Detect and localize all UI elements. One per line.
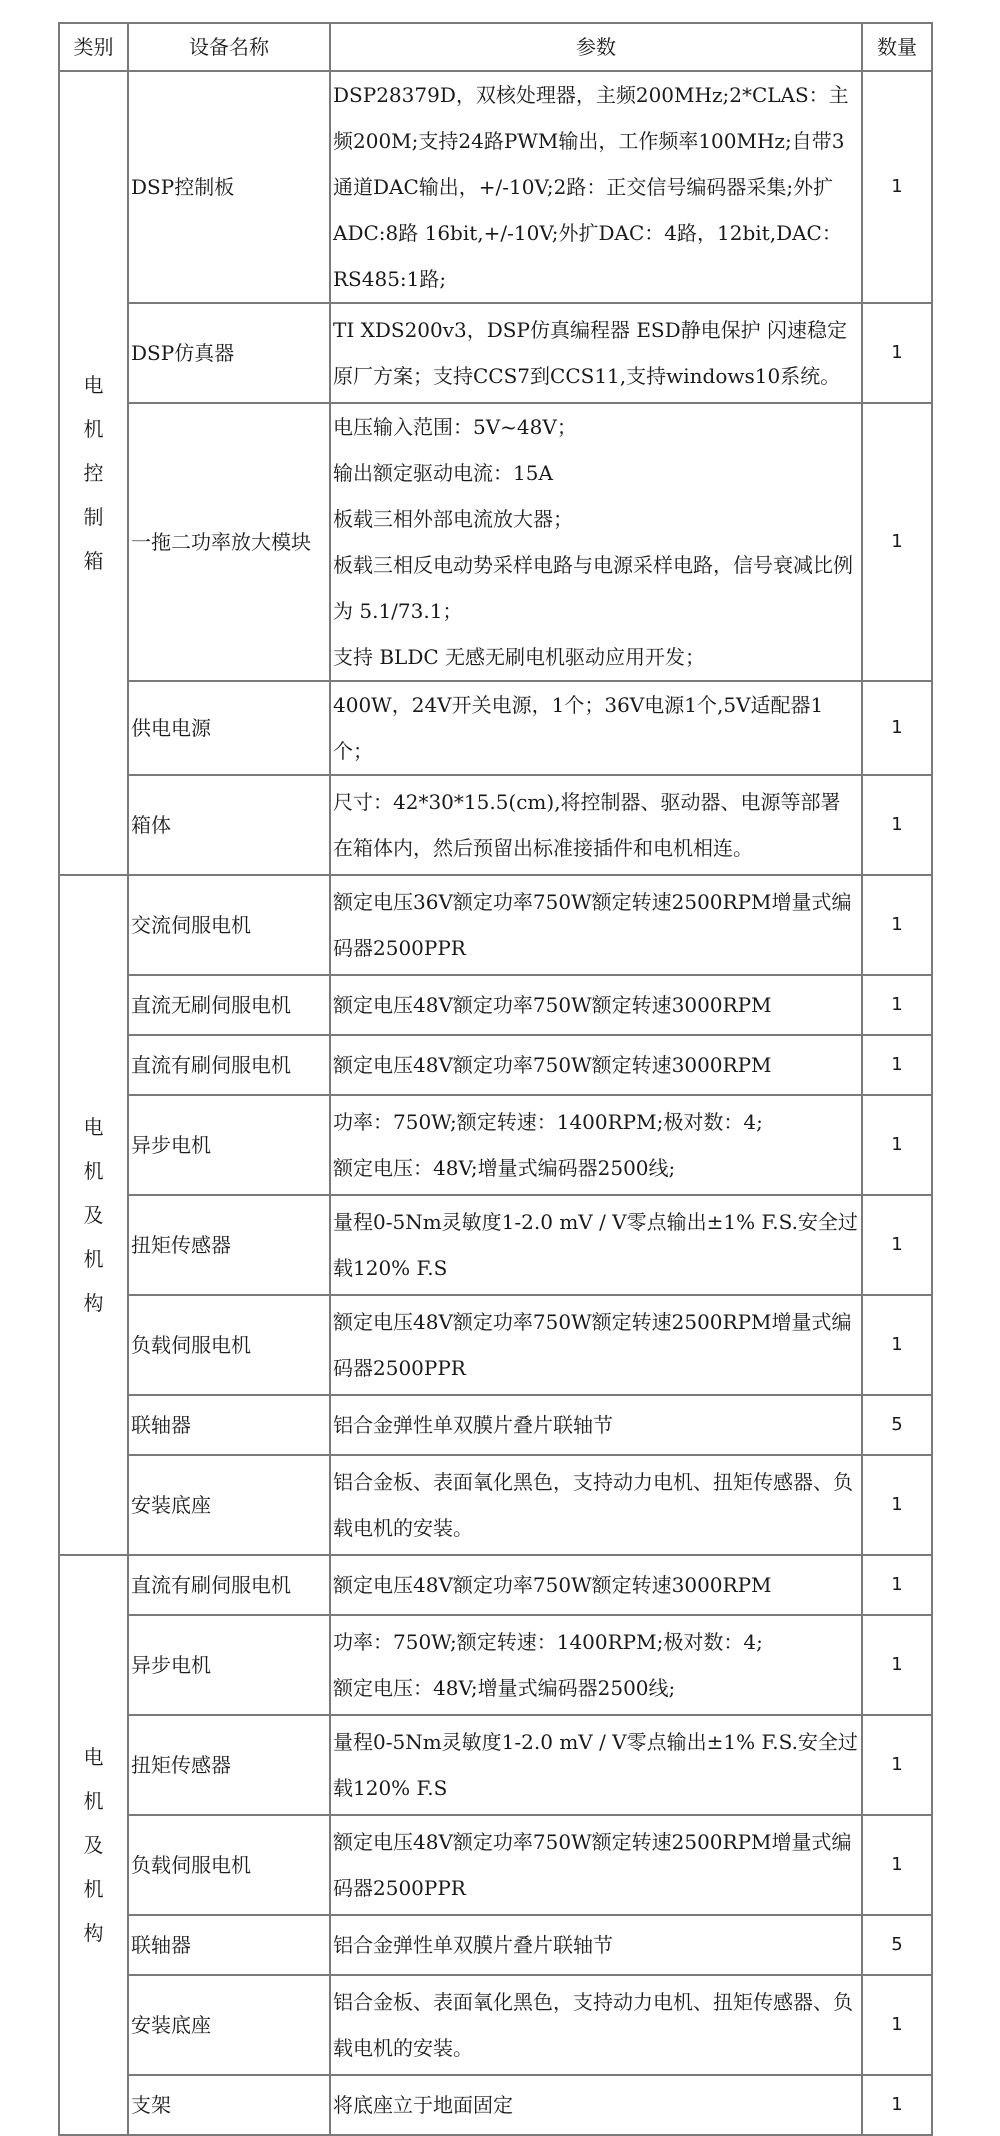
equipment-spec-table xyxy=(58,22,933,2136)
quantity-cell: 1 xyxy=(862,1455,932,1555)
table-row xyxy=(59,1095,932,1195)
device-name-cell: 一拖二功率放大模块 xyxy=(128,403,330,681)
table-row xyxy=(59,403,932,681)
device-name-cell: 扭矩传感器 xyxy=(128,1195,330,1295)
parameters-cell: 额定电压36V额定功率750W额定转速2500RPM增量式编码器2500PPR xyxy=(330,875,862,975)
parameters-cell: 量程0-5Nm灵敏度1-2.0 mV / V零点输出±1% F.S.安全过载120% F.S xyxy=(330,1195,862,1295)
category-label: 电机控制箱 xyxy=(83,373,104,573)
table-row xyxy=(59,1975,932,2075)
table-row xyxy=(59,775,932,875)
parameters-cell: 尺寸：42*30*15.5(cm),将控制器、驱动器、电源等部署在箱体内，然后预留出标准接插件和电机相连。 xyxy=(330,775,862,875)
device-name-cell: 负载伺服电机 xyxy=(128,1295,330,1395)
quantity-cell: 1 xyxy=(862,681,932,775)
device-name-cell: 安装底座 xyxy=(128,1975,330,2075)
quantity-cell: 5 xyxy=(862,1915,932,1975)
parameters-cell: 功率：750W;额定转速：1400RPM;极对数：4; 额定电压：48V;增量式编码器2500线; xyxy=(330,1615,862,1715)
device-name-cell: DSP仿真器 xyxy=(128,303,330,403)
quantity-cell: 1 xyxy=(862,71,932,303)
device-name-cell: DSP控制板 xyxy=(128,71,330,303)
parameters-cell: 额定电压48V额定功率750W额定转速2500RPM增量式编码器2500PPR xyxy=(330,1815,862,1915)
table-row xyxy=(59,1615,932,1715)
device-name-cell: 交流伺服电机 xyxy=(128,875,330,975)
device-name-cell: 扭矩传感器 xyxy=(128,1715,330,1815)
device-name-cell: 联轴器 xyxy=(128,1395,330,1455)
header-device-name: 设备名称 xyxy=(128,23,330,71)
quantity-cell: 1 xyxy=(862,875,932,975)
table-row xyxy=(59,875,932,975)
quantity-cell: 1 xyxy=(862,1615,932,1715)
device-name-cell: 直流无刷伺服电机 xyxy=(128,975,330,1035)
parameters-cell: 将底座立于地面固定 xyxy=(330,2075,862,2135)
table-row xyxy=(59,1035,932,1095)
parameters-cell: 量程0-5Nm灵敏度1-2.0 mV / V零点输出±1% F.S.安全过载120% F.S xyxy=(330,1715,862,1815)
parameters-cell: 铝合金弹性单双膜片叠片联轴节 xyxy=(330,1915,862,1975)
category-cell xyxy=(59,1555,128,2135)
table-row xyxy=(59,1715,932,1815)
quantity-cell: 1 xyxy=(862,775,932,875)
quantity-cell: 1 xyxy=(862,1975,932,2075)
table-row xyxy=(59,1295,932,1395)
quantity-cell: 1 xyxy=(862,1815,932,1915)
table-row xyxy=(59,975,932,1035)
quantity-cell: 1 xyxy=(862,1095,932,1195)
table-row xyxy=(59,681,932,775)
parameters-cell: DSP28379D，双核处理器，主频200MHz;2*CLAS：主频200M;支持24路PWM输出，工作频率100MHz;自带3通道DAC输出，+/-10V;2路：正交信号编码器采集;外扩ADC:8路 16bit,+/-10V;外扩DAC：4路，12bit,DAC：RS485:1路; xyxy=(330,71,862,303)
quantity-cell: 1 xyxy=(862,2075,932,2135)
device-name-cell: 联轴器 xyxy=(128,1915,330,1975)
parameters-cell: 400W，24V开关电源，1个；36V电源1个,5V适配器1个； xyxy=(330,681,862,775)
device-name-cell: 异步电机 xyxy=(128,1095,330,1195)
table-row xyxy=(59,2075,932,2135)
device-name-cell: 供电电源 xyxy=(128,681,330,775)
quantity-cell: 1 xyxy=(862,1195,932,1295)
table-row xyxy=(59,1195,932,1295)
quantity-cell: 1 xyxy=(862,1555,932,1615)
parameters-cell: 电压输入范围：5V~48V； 输出额定驱动电流：15A 板载三相外部电流放大器； 板载三相反电动势采样电路与电源采样电路，信号衰减比例为 5.1/73.1； 支持 BLDC 无感无刷电机驱动应用开发； xyxy=(330,403,862,681)
table-row xyxy=(59,1455,932,1555)
quantity-cell: 5 xyxy=(862,1395,932,1455)
table-row xyxy=(59,1815,932,1915)
device-name-cell: 直流有刷伺服电机 xyxy=(128,1555,330,1615)
table-row xyxy=(59,303,932,403)
parameters-cell: 铝合金板、表面氧化黑色，支持动力电机、扭矩传感器、负载电机的安装。 xyxy=(330,1455,862,1555)
device-name-cell: 支架 xyxy=(128,2075,330,2135)
quantity-cell: 1 xyxy=(862,1715,932,1815)
table-row xyxy=(59,1915,932,1975)
quantity-cell: 1 xyxy=(862,1035,932,1095)
device-name-cell: 负载伺服电机 xyxy=(128,1815,330,1915)
parameters-cell: 功率：750W;额定转速：1400RPM;极对数：4; 额定电压：48V;增量式编码器2500线; xyxy=(330,1095,862,1195)
quantity-cell: 1 xyxy=(862,403,932,681)
header-quantity: 数量 xyxy=(862,23,932,71)
quantity-cell: 1 xyxy=(862,303,932,403)
header-category: 类别 xyxy=(59,23,128,71)
parameters-cell: 额定电压48V额定功率750W额定转速3000RPM xyxy=(330,975,862,1035)
header-parameters: 参数 xyxy=(330,23,862,71)
quantity-cell: 1 xyxy=(862,975,932,1035)
category-label: 电机及机构 xyxy=(83,1115,104,1315)
parameters-cell: TI XDS200v3，DSP仿真编程器 ESD静电保护 闪速稳定 原厂方案；支持CCS7到CCS11,支持windows10系统。 xyxy=(330,303,862,403)
table-body xyxy=(59,71,932,2135)
table-header-row xyxy=(59,23,932,71)
device-name-cell: 直流有刷伺服电机 xyxy=(128,1035,330,1095)
quantity-cell: 1 xyxy=(862,1295,932,1395)
parameters-cell: 额定电压48V额定功率750W额定转速2500RPM增量式编码器2500PPR xyxy=(330,1295,862,1395)
category-cell xyxy=(59,875,128,1555)
table-row xyxy=(59,1395,932,1455)
table-row xyxy=(59,1555,932,1615)
device-name-cell: 箱体 xyxy=(128,775,330,875)
device-name-cell: 异步电机 xyxy=(128,1615,330,1715)
category-cell xyxy=(59,71,128,875)
table-row xyxy=(59,71,932,303)
parameters-cell: 铝合金板、表面氧化黑色，支持动力电机、扭矩传感器、负载电机的安装。 xyxy=(330,1975,862,2075)
device-name-cell: 安装底座 xyxy=(128,1455,330,1555)
parameters-cell: 铝合金弹性单双膜片叠片联轴节 xyxy=(330,1395,862,1455)
parameters-cell: 额定电压48V额定功率750W额定转速3000RPM xyxy=(330,1035,862,1095)
parameters-cell: 额定电压48V额定功率750W额定转速3000RPM xyxy=(330,1555,862,1615)
category-label: 电机及机构 xyxy=(83,1745,104,1945)
